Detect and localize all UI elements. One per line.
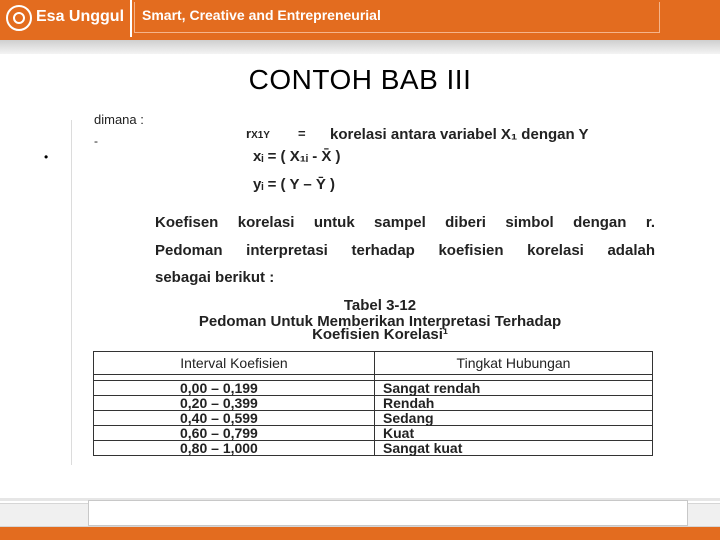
table-header-interval: Interval Koefisien bbox=[94, 352, 375, 375]
paragraph-line-3: sebagai berikut : bbox=[155, 269, 275, 286]
logo bbox=[0, 0, 132, 37]
footer-box bbox=[88, 500, 688, 526]
table-cell-level: Rendah bbox=[375, 396, 653, 411]
table-cell-level: Sangat rendah bbox=[375, 381, 653, 396]
r-symbol: rX1Y bbox=[246, 126, 270, 141]
table-header-level: Tingkat Hubungan bbox=[375, 352, 653, 375]
footer-orange-strip bbox=[0, 527, 720, 540]
divider-line bbox=[71, 120, 72, 465]
table-row bbox=[94, 426, 653, 441]
table-cell-interval: 0,80 – 1,000 bbox=[94, 441, 375, 456]
scanned-page bbox=[90, 108, 670, 468]
logo-emblem-icon bbox=[6, 5, 32, 31]
table-cell-interval: 0,00 – 0,199 bbox=[94, 381, 375, 396]
tagline: Smart, Creative and Entrepreneurial bbox=[142, 7, 381, 23]
table-row bbox=[94, 411, 653, 426]
y-definition: yᵢ = ( Y – Ȳ ) bbox=[253, 176, 336, 193]
table-row bbox=[94, 441, 653, 456]
table-row bbox=[94, 381, 653, 396]
x-definition: xᵢ = ( X₁ᵢ - X̄ ) bbox=[253, 148, 341, 165]
table-cell-level: Sedang bbox=[375, 411, 653, 426]
paragraph-line-2: Pedoman interpretasi terhadap koefisien korelasi adalah bbox=[155, 242, 655, 259]
slide-title: CONTOH BAB III bbox=[248, 64, 472, 95]
dimana-label: dimana : bbox=[94, 112, 144, 127]
paragraph-line-1: Koefisen korelasi untuk sampel diberi simbol dengan r. bbox=[155, 214, 655, 231]
dash: - bbox=[94, 134, 98, 148]
header-shadow-band bbox=[0, 40, 720, 54]
table-cell-interval: 0,60 – 0,799 bbox=[94, 426, 375, 441]
table-cell-interval: 0,40 – 0,599 bbox=[94, 411, 375, 426]
logo-text: Esa Unggul bbox=[36, 8, 125, 25]
table-header-row bbox=[94, 352, 653, 375]
table-caption-title: Pedoman Untuk Memberikan Interpretasi Terhadap bbox=[198, 313, 562, 330]
table-cell-level: Kuat bbox=[375, 426, 653, 441]
table-cell-interval: 0,20 – 0,399 bbox=[94, 396, 375, 411]
table-caption-number: Tabel 3-12 bbox=[343, 297, 417, 314]
bullet: • bbox=[44, 150, 49, 164]
table-caption-subtitle: Koefisien Korelasi¹ bbox=[312, 326, 448, 343]
interpretation-table bbox=[93, 351, 653, 456]
r-equals: = bbox=[298, 126, 306, 141]
table-row bbox=[94, 396, 653, 411]
table-cell-level: Sangat kuat bbox=[375, 441, 653, 456]
r-definition: korelasi antara variabel X₁ dengan Y bbox=[330, 126, 589, 143]
header-bar bbox=[0, 0, 720, 40]
